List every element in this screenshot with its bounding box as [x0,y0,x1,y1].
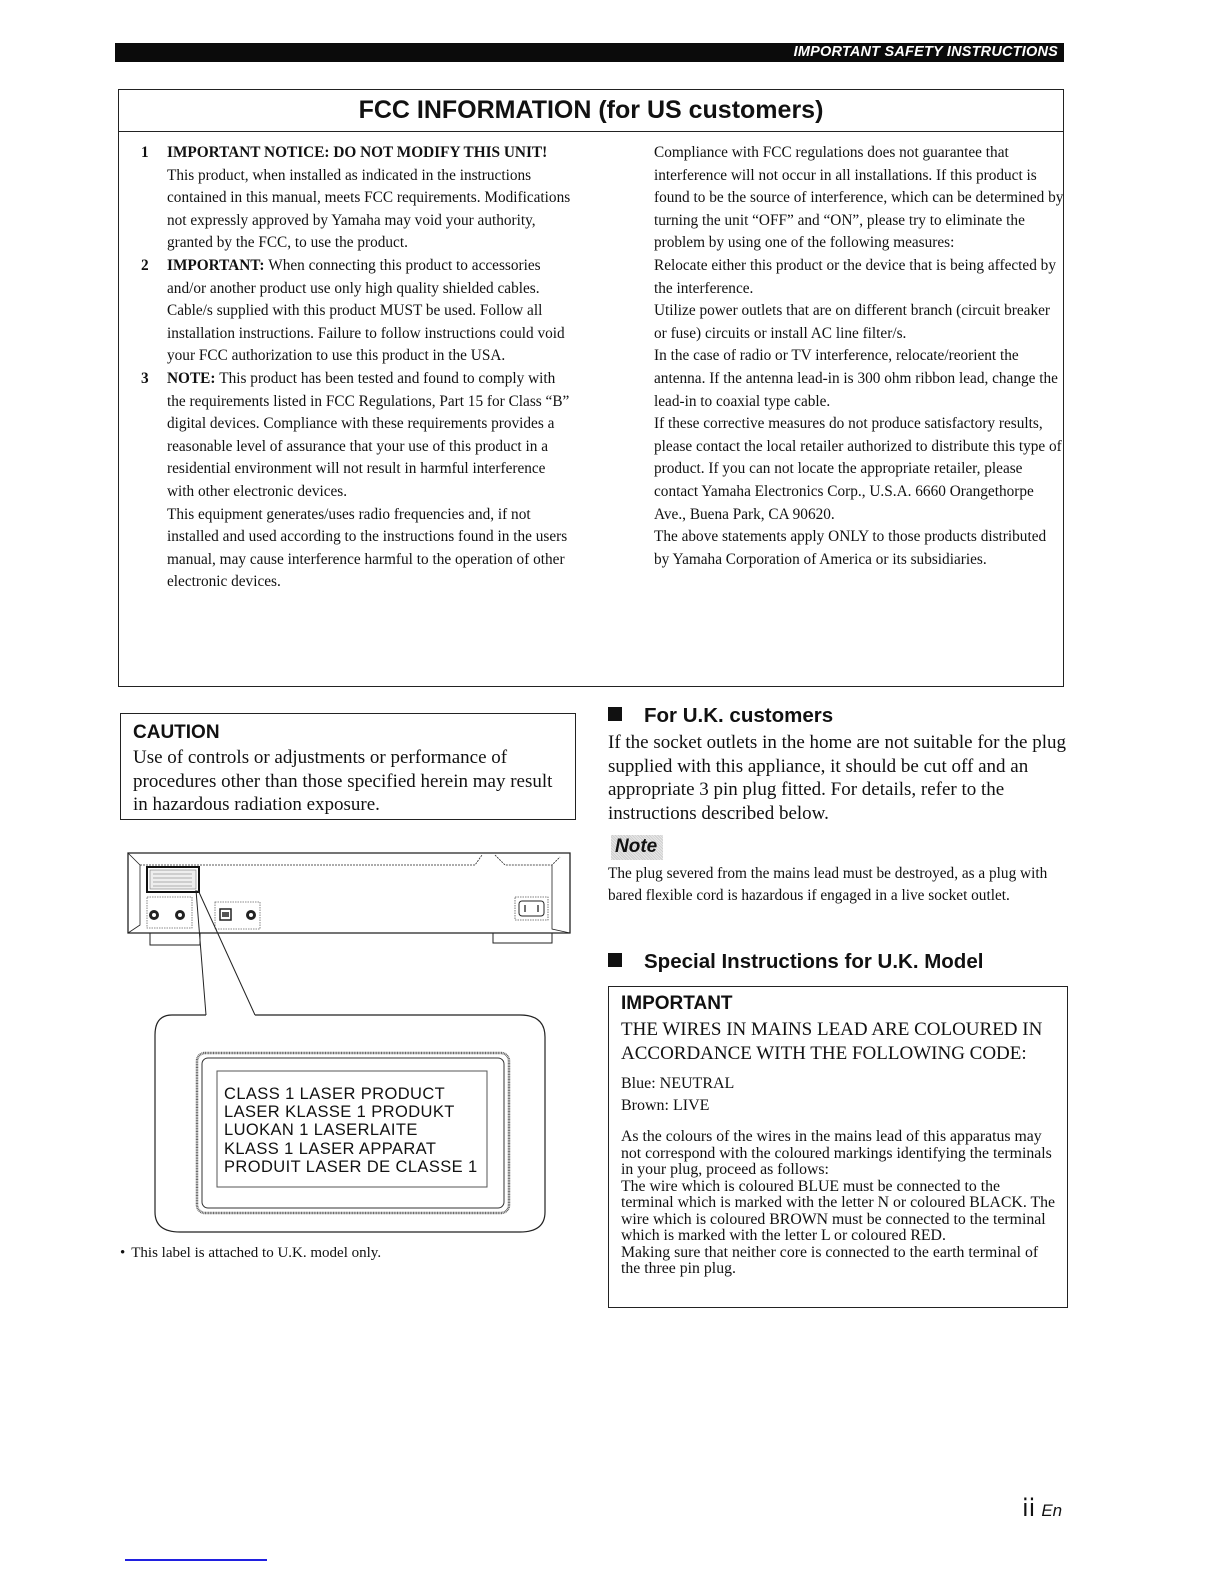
fcc-right-paragraph: Utilize power outlets that are on different branch (circuit breaker or fuse) circuits or install AC line filter/s. [654,302,1050,342]
caution-text: Use of controls or adjustments or performance of procedures other than those specified herein may result in hazardous radiation exposure. [133,747,553,815]
digital-output-jacks [215,902,260,929]
square-bullet-icon [608,707,622,721]
label-note-text: This label is attached to U.K. model only. [131,1245,382,1261]
fcc-item-text-2: This equipment generates/uses radio frequencies and, if not installed and used according to the instructions found in the users manual, may cause interference harmful to the operation of other electronic devices. [167,505,568,591]
fcc-title-row [119,90,1063,132]
page-number-value: ii [1022,1494,1036,1522]
caution-title: CAUTION [133,722,220,743]
laser-label-line: PRODUIT LASER DE CLASSE 1 [224,1157,478,1176]
important-title: IMPORTANT [621,993,733,1014]
note-badge [611,835,663,860]
note-label: Note [615,836,658,857]
fcc-information-box [118,89,1064,687]
fcc-item-heading: IMPORTANT: [167,256,269,274]
rear-label-plate [147,867,199,892]
fcc-right-column [654,142,1064,571]
important-body-line: Making sure that neither core is connected to the earth terminal of the three pin plug. [621,1243,1039,1277]
uk-customers-text: If the socket outlets in the home are not suitable for the plug supplied with this appliance, it should be cut off and an appropriate 3 pin plug fitted. For details, refer to the instructions described below. [608,732,1066,824]
fcc-right-paragraph: If these corrective measures do not produce satisfactory results, please contact the local retailer authorized to distribute this type of product. If you can not locate the appropriate retailer, please contact Yamaha Electronics Corp., U.S.A. 6660 Orangethorpe Ave., Buena Park, CA 90620. [654,415,1062,523]
uk-customers-heading [608,704,833,728]
fcc-right-paragraph: Relocate either this product or the device that is being affected by the interference. [654,256,1056,297]
fcc-item-2 [141,255,571,368]
important-caps-text: THE WIRES IN MAINS LEAD ARE COLOURED IN ACCORDANCE WITH THE FOLLOWING CODE: [621,1019,1043,1064]
laser-label-text [224,1085,478,1176]
caution-box [120,713,576,820]
square-bullet-icon [608,953,622,967]
important-body-line: The wire which is coloured BLUE must be connected to the terminal which is marked with the letter N or coloured BLACK. The wire which is coloured BROWN must be connected to the terminal which is marked with the letter L or coloured RED. [621,1177,1056,1244]
fcc-item-1 [141,142,571,255]
wire-code-line: Brown: LIVE [621,1097,710,1114]
fcc-item-heading: IMPORTANT NOTICE: DO NOT MODIFY THIS UNIT! [167,144,548,161]
bullet-icon: • [120,1245,126,1261]
fcc-item-heading: NOTE: [167,369,220,387]
fcc-item-3 [141,368,571,594]
label-note [120,1245,381,1262]
fcc-right-paragraph: In the case of radio or TV interference, relocate/reorient the antenna. If the antenna lead-in is 300 ohm ribbon lead, change the lead-in to coaxial type cable. [654,347,1058,410]
fcc-right-paragraph: The above statements apply ONLY to those products distributed by Yamaha Corporation of America or its subsidiaries. [654,528,1047,568]
fcc-item-text: When connecting this product to accessories and/or another product use only high quality shielded cables. Cable/s supplied with this product MUST be used. Follow all installation instructions. Failure to follow instructions could void your FCC authorization to use this product in the USA. [167,256,565,365]
uk-customers-heading-text: For U.K. customers [644,704,834,727]
important-body-line: As the colours of the wires in the mains lead of this apparatus may not correspond with the coloured markings identifying the terminals in your plug, proceed as follows: [621,1128,1052,1178]
page-language: En [1041,1501,1063,1520]
fcc-item-number: 1 [141,144,149,161]
laser-label-line: LUOKAN 1 LASERLAITE [224,1121,418,1140]
wire-colour-code [621,1073,1055,1117]
laser-label-line: CLASS 1 LASER PRODUCT [224,1085,446,1103]
special-instructions-heading-text: Special Instructions for U.K. Model [644,950,984,973]
fcc-item-number: 3 [141,369,149,387]
section-header-label: IMPORTANT SAFETY INSTRUCTIONS [793,44,1058,60]
page-number [1022,1494,1062,1523]
fcc-item-text: This product has been tested and found to comply with the requirements listed in FCC Regulations, Part 15 for Class “B” digital devices. Compliance with these requirements provides a reasonable level of assurance that your use of this product in a residential environment will not result in harmful interference with other electronic devices. [167,369,570,500]
important-body [621,1129,1055,1278]
fcc-right-paragraph: Compliance with FCC regulations does not guarantee that interference will not occur in all installations. If this product is found to be the source of interference, which can be determined by turning the unit “OFF” and “ON”, please try to eliminate the problem by using one of the following measures: [654,144,1064,252]
fcc-item-number: 2 [141,256,149,274]
fcc-item-text: This product, when installed as indicated in the instructions contained in this manual, meets FCC requirements. Modifications not expressly approved by Yamaha may void your authority, granted by the FCC, to use the product. [167,166,571,252]
laser-label-line: LASER KLASSE 1 PRODUKT [224,1103,455,1122]
audio-output-jacks [147,897,192,928]
device-rear-panel-illustration [120,845,580,1240]
section-header-bar [115,43,1064,62]
ac-inlet [515,897,548,920]
note-text: The plug severed from the mains lead must be destroyed, as a plug with bared flexible cord is hazardous if engaged in a live socket outlet. [608,865,1048,904]
wire-code-line: Blue: NEUTRAL [621,1075,735,1092]
fcc-left-column [141,142,571,594]
laser-label-line: KLASS 1 LASER APPARAT [224,1139,437,1158]
link-underline[interactable] [125,1559,267,1561]
fcc-title: FCC INFORMATION (for US customers) [358,96,824,124]
special-instructions-heading [608,950,983,974]
important-box [608,986,1068,1308]
